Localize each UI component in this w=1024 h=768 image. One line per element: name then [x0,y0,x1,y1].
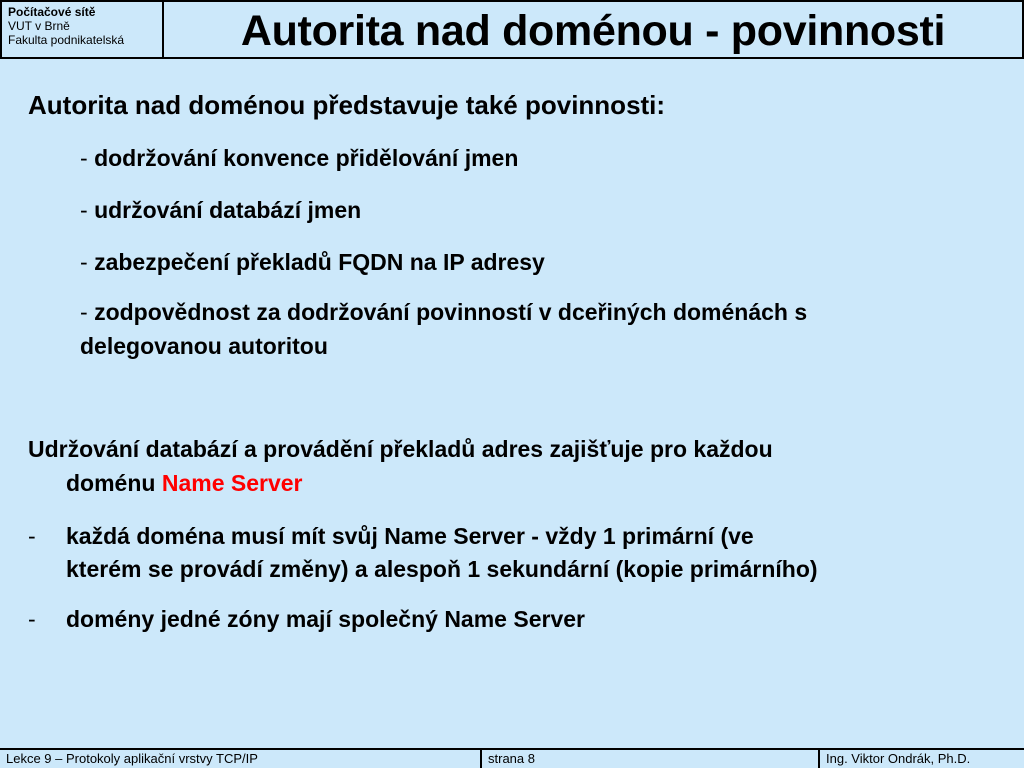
slide-footer [0,748,1024,768]
list-item-text: domény jedné zóny mají společný Name Server [66,606,585,632]
section1-heading: Autorita nad doménou představuje také povinnosti: [28,90,666,120]
university-name: VUT v Brně [8,19,70,33]
list-item-continuation: delegovanou autoritou [80,333,328,359]
list-item-text: zabezpečení překladů FQDN na IP adresy [94,249,545,275]
course-info-box [2,2,164,57]
list-item-text: zodpovědnost za dodržování povinností v dceřiných doménách s [94,299,808,325]
footer-page-number: strana 8 [482,750,820,768]
slide-header [0,0,1024,59]
list-item [80,194,361,226]
footer-lecture: Lekce 9 – Protokoly aplikační vrstvy TCP/IP [0,750,482,768]
bullet-dash: - [28,606,36,632]
intro-text: doménu [66,470,162,496]
list-item-text: každá doména musí mít svůj Name Server - vždy 1 primární (ve [66,523,754,549]
faculty-name: Fakulta podnikatelská [8,33,125,47]
bullet-dash: - [80,249,88,275]
name-server-highlight: Name Server [161,470,303,496]
footer-author: Ing. Viktor Ondrák, Ph.D. [826,751,971,766]
list-item [80,246,545,278]
bullet-dash: - [80,299,88,325]
bullet-dash: - [80,197,88,223]
bullet-dash: - [28,523,36,549]
bullet-dash: - [80,145,88,171]
course-name: Počítačové sítě [8,5,96,19]
section2-intro: Udržování databází a provádění překladů adres zajišťuje pro každou [28,436,773,462]
list-item-text: udržování databází jmen [94,197,362,223]
slide-title: Autorita nad doménou - povinnosti [240,7,946,55]
list-item [80,142,518,174]
list-item-text: dodržování konvence přidělování jmen [94,145,519,171]
section2-intro-continuation [66,467,303,499]
list-item-continuation: kterém se provádí změny) a alespoň 1 sekundární (kopie primárního) [66,556,818,582]
list-item [80,296,807,328]
